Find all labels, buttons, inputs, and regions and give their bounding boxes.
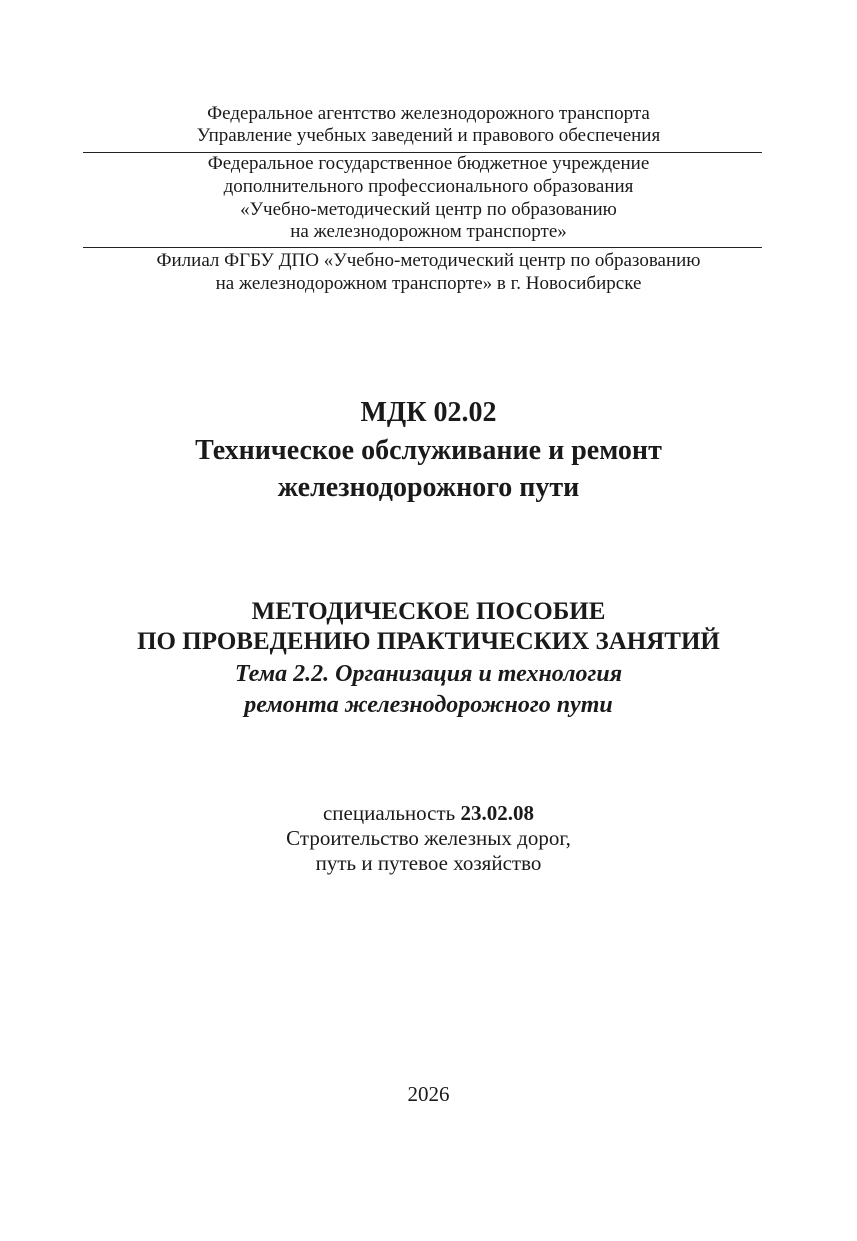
branch-line: Филиал ФГБУ ДПО «Учебно-методический центр по образованию [156,250,701,271]
institution-line: дополнительного профессионального образования [223,176,634,197]
institution-line: на железнодорожном транспорте» [290,221,567,242]
agency-name: Федеральное агентство железнодорожного транспорта [207,103,650,124]
agency-department: Управление учебных заведений и правового обеспечения [196,125,661,146]
course-code: МДК 02.02 [360,397,497,428]
manual-type-line: МЕТОДИЧЕСКОЕ ПОСОБИЕ [251,598,606,625]
institution-line: Федеральное государственное бюджетное учреждение [207,153,650,174]
specialty-line [0,800,857,826]
course-title-line: Техническое обслуживание и ремонт [195,435,662,466]
manual-topic-line: Тема 2.2. Организация и технология [234,661,623,687]
manual-type-line: ПО ПРОВЕДЕНИЮ ПРАКТИЧЕСКИХ ЗАНЯТИЙ [137,628,720,655]
publication-year: 2026 [407,1082,450,1106]
manual-topic-line: ремонта железнодорожного пути [244,692,613,718]
specialty-name-line: путь и путевое хозяйство [315,851,542,875]
specialty-label: специальность [322,801,456,825]
course-title-line: железнодорожного пути [277,472,580,503]
specialty-code: 23.02.08 [460,801,534,825]
specialty-name-line: Строительство железных дорог, [286,826,571,850]
header-divider-bottom [83,247,762,248]
branch-line: на железнодорожном транспорте» в г. Новосибирске [215,273,642,294]
institution-line: «Учебно-методический центр по образованию [240,199,617,220]
